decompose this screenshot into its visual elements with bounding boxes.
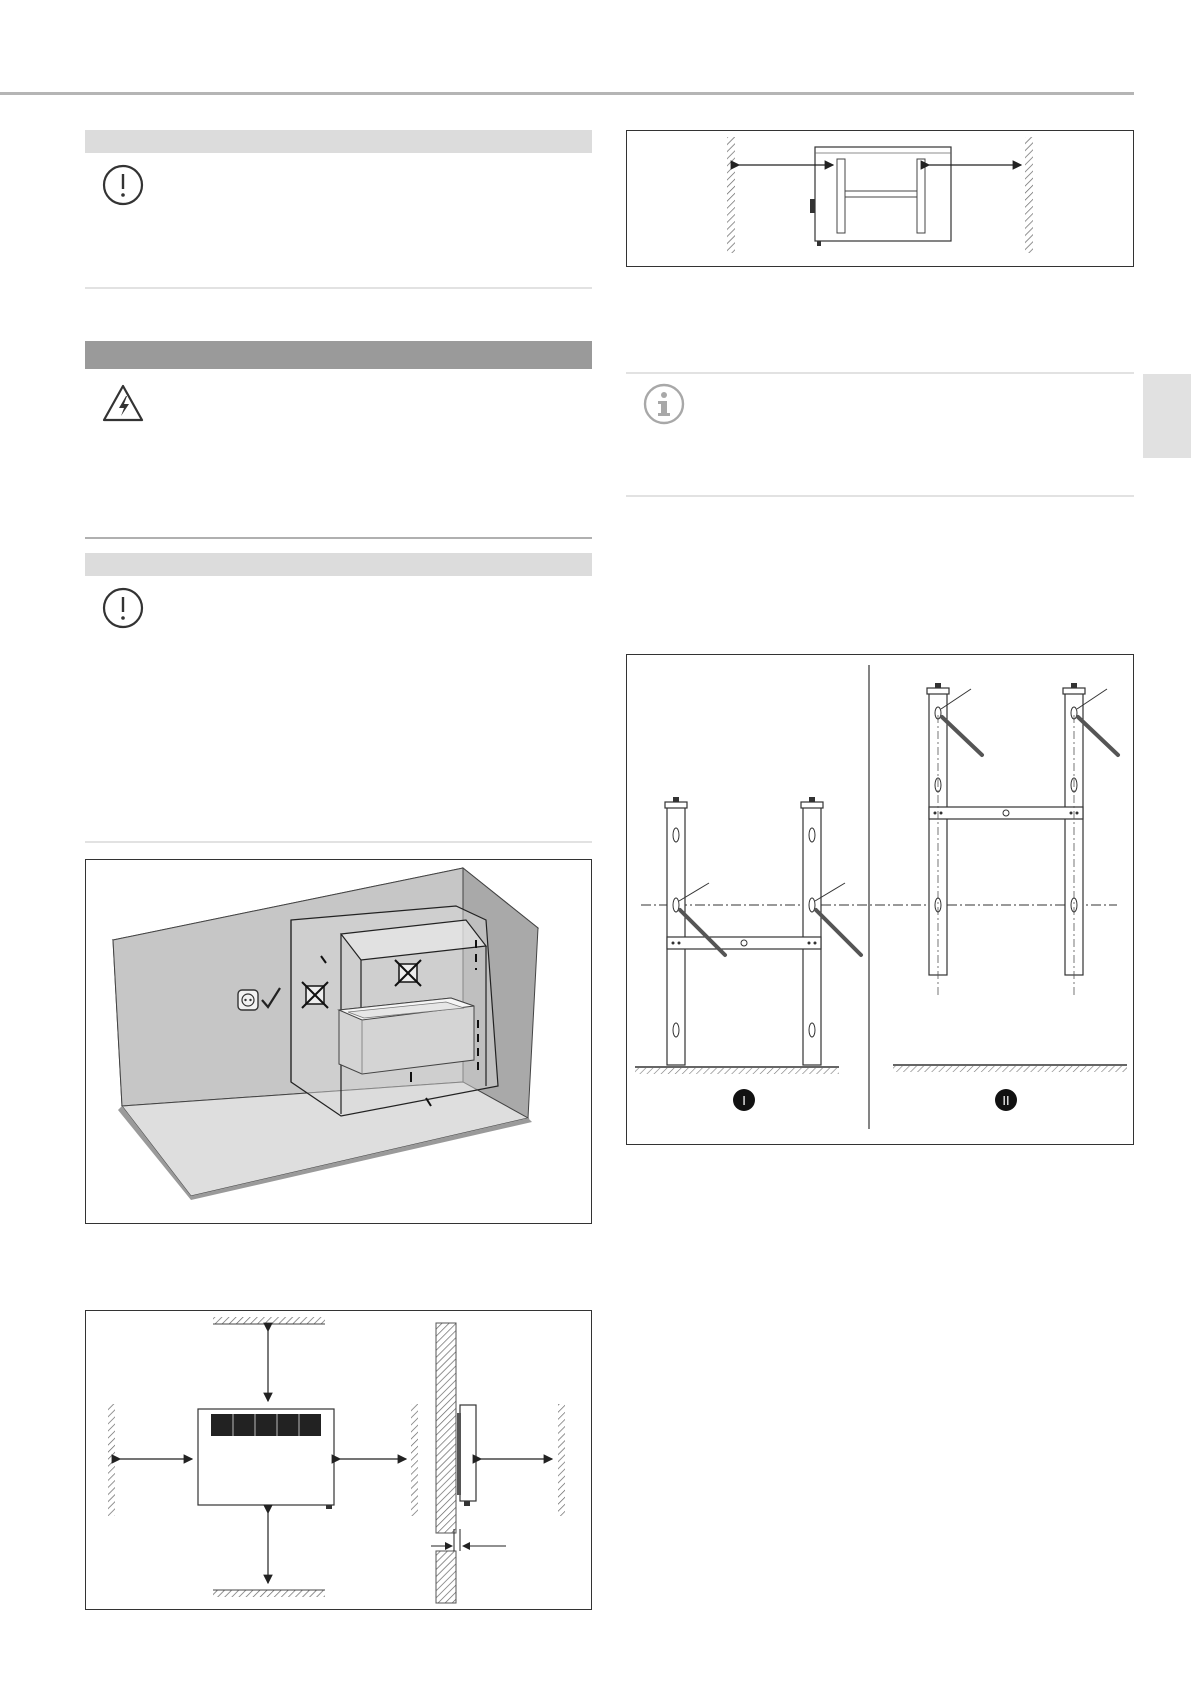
section-divider [626,495,1134,497]
exclamation-circle-icon [102,164,144,206]
warning-header-bar [85,553,592,576]
warning-header-bar [85,130,592,153]
header-rule [0,92,1134,95]
section-divider [85,841,592,843]
high-voltage-triangle-icon [102,383,144,423]
info-circle-icon [642,382,686,426]
label-badge-i [733,1089,755,1111]
clearance-figure [85,1310,592,1610]
section-divider [85,537,592,539]
bracket-label-i: I [742,1093,746,1108]
installation-top-view-figure [626,130,1134,267]
bracket-label-ii: II [1002,1093,1010,1108]
chapter-side-tab [1143,374,1191,458]
danger-header-bar [85,341,592,369]
exclamation-circle-icon [102,587,144,629]
mounting-bracket-figure [626,654,1134,1145]
section-divider [85,287,592,289]
bathroom-zones-figure [85,859,592,1224]
label-badge-ii [995,1089,1017,1111]
section-divider [626,372,1134,374]
